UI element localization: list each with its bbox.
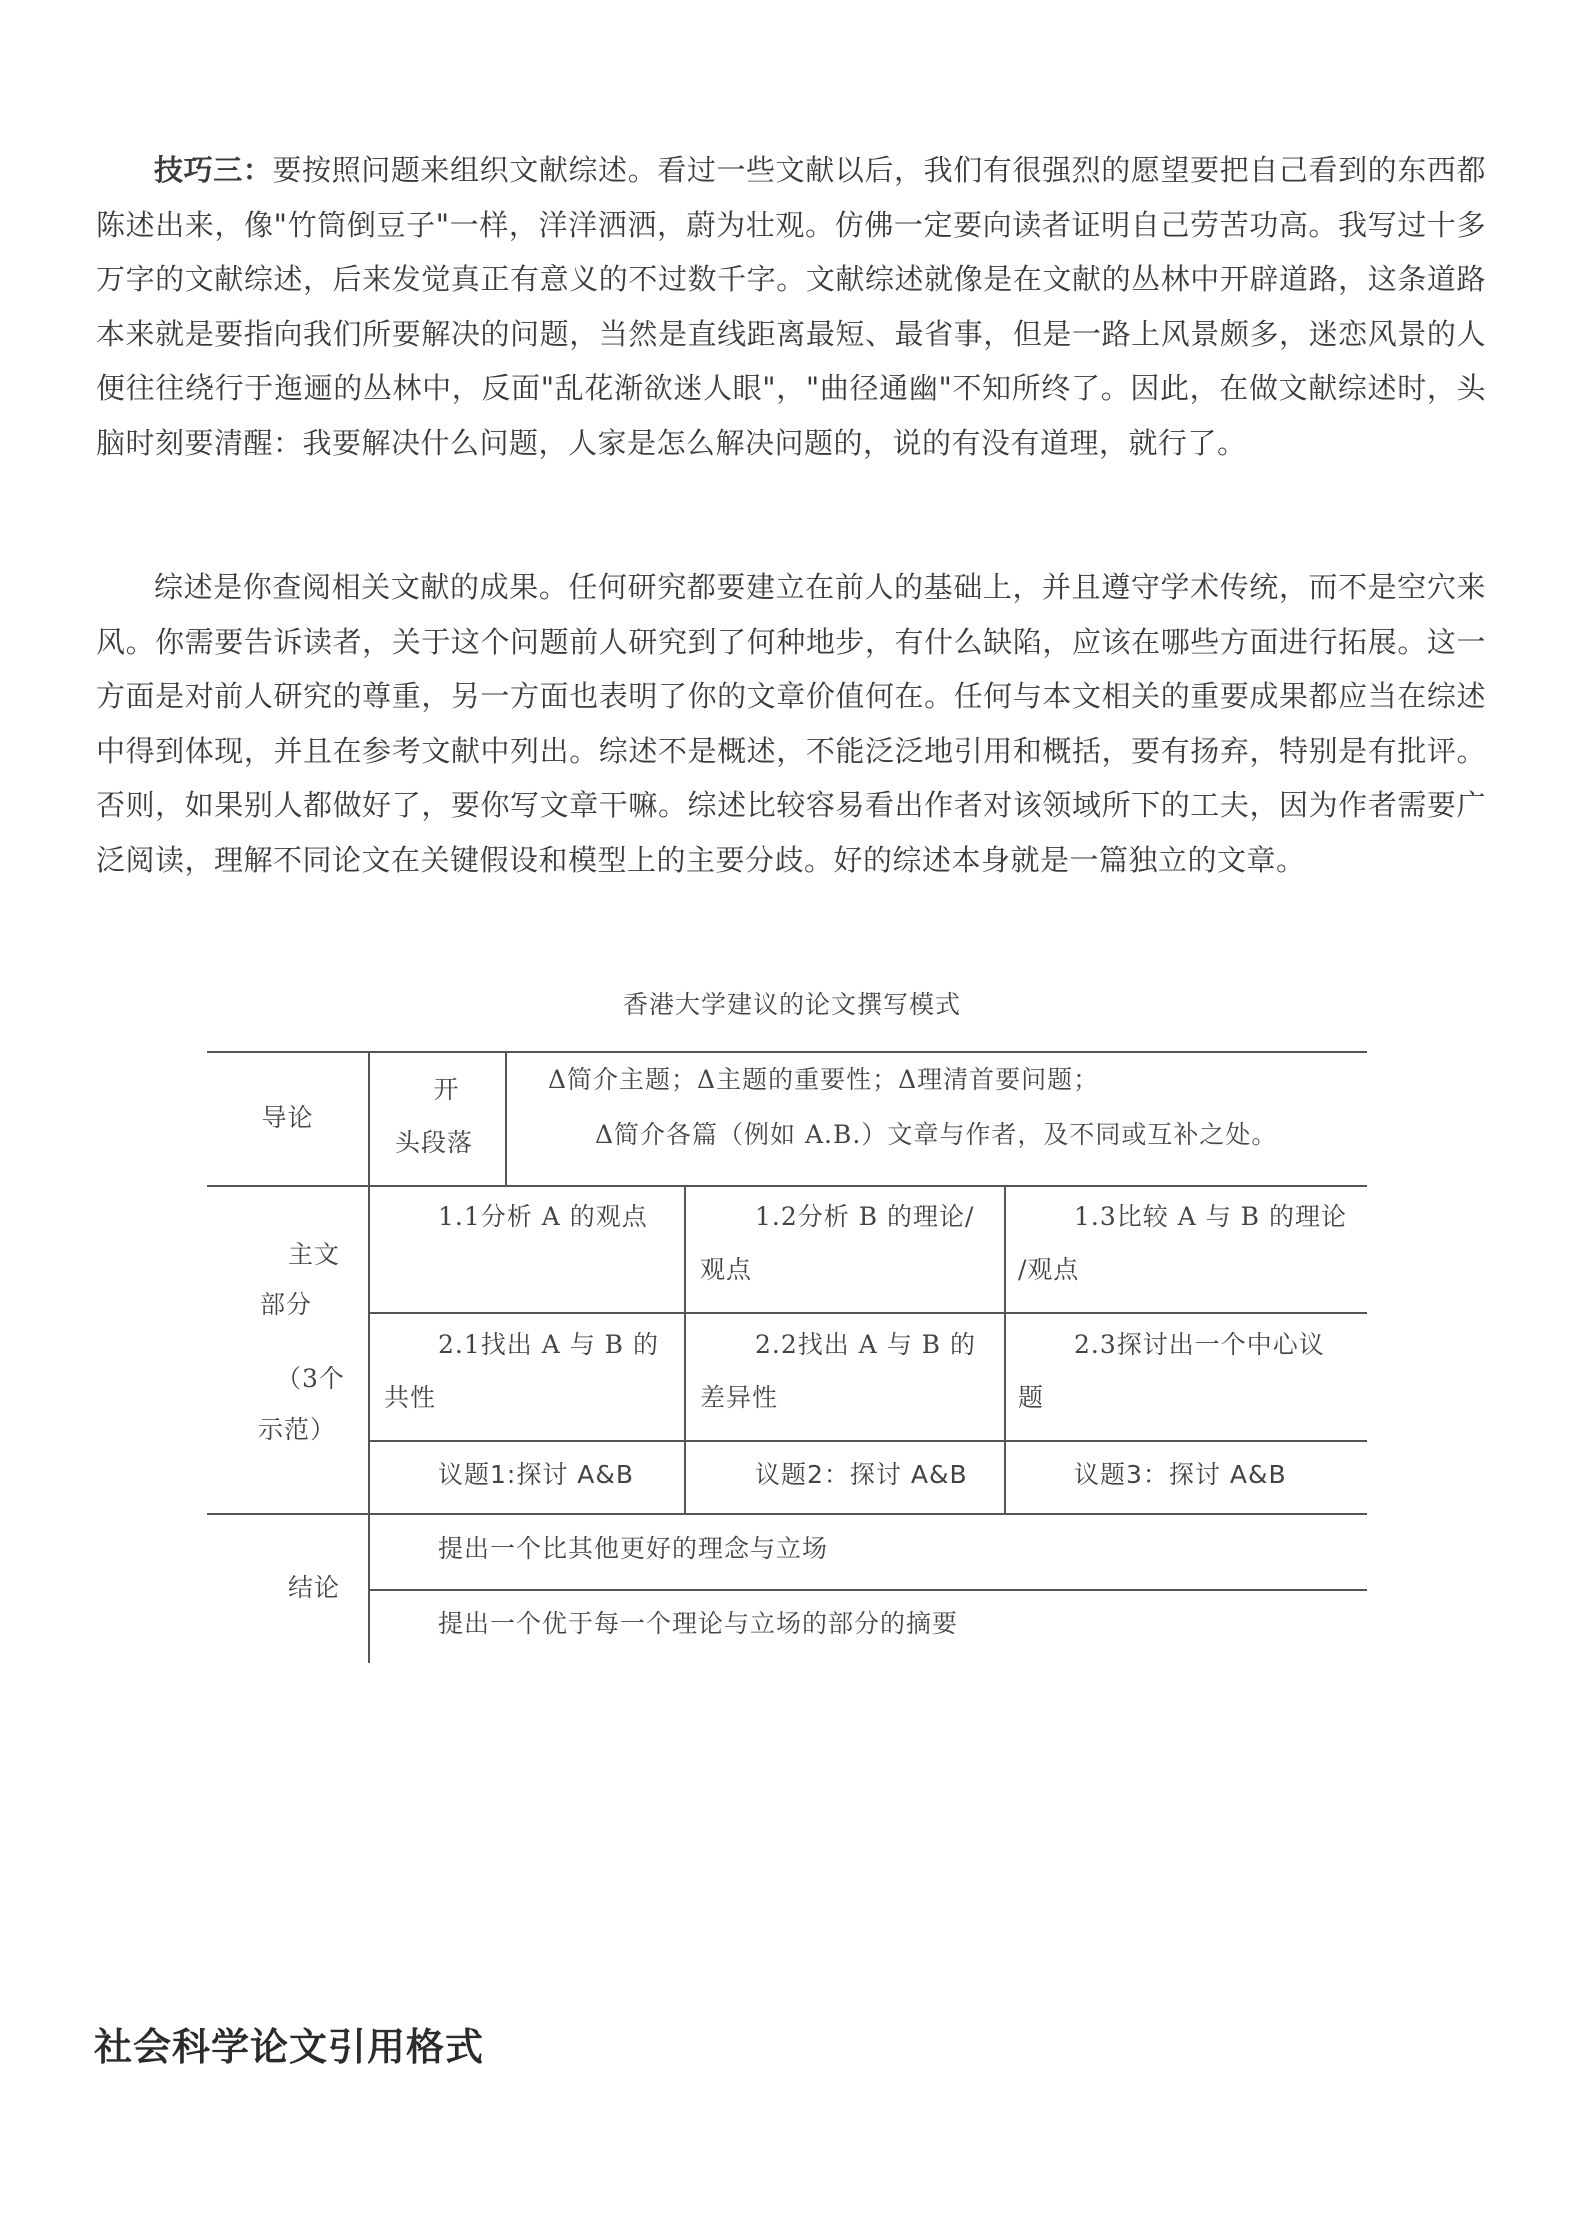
table-rule [684,1185,686,1513]
intro-content-line2: Δ简介各篇（例如 A.B.）文章与作者，及不同或互补之处。 [595,1120,1278,1149]
body-r2c3-line1: 2.3探讨出一个中心议 [1074,1330,1325,1359]
intro-sub-line1: 开 [433,1075,460,1104]
body-label-line1: 主文 [288,1240,341,1269]
paragraph-tip-three [96,143,1486,470]
body-r2c2-line2: 差异性 [700,1383,779,1412]
table-rule [368,1051,370,1663]
table-rule [368,1589,1367,1591]
body-r1c3-line2: /观点 [1018,1255,1080,1284]
body-r1c3-line1: 1.3比较 A 与 B 的理论 [1074,1202,1347,1231]
body-r1c1-line1: 1.1分析 A 的观点 [438,1202,648,1231]
conclusion-label: 结论 [288,1573,341,1602]
body-label-line3: （3个 [276,1364,345,1393]
table-rule [1004,1185,1006,1513]
body-r3c3: 议题3：探讨 A&B [1074,1460,1287,1489]
body-r2c3-line2: 题 [1018,1383,1045,1412]
body-r2c1-line1: 2.1找出 A 与 B 的 [438,1330,659,1359]
body-r2c2-line1: 2.2找出 A 与 B 的 [755,1330,976,1359]
table-rule [368,1440,1367,1442]
intro-content-line1: Δ简介主题；Δ主题的重要性；Δ理清首要问题； [548,1065,1100,1094]
body-label-line2: 部分 [260,1290,313,1319]
table-rule [207,1185,1367,1187]
tip-three-body: 要按照问题来组织文献综述。看过一些文献以后，我们有很强烈的愿望要把自己看到的东西都陈述出来，像"竹筒倒豆子"一样，洋洋洒洒，蔚为壮观。仿佛一定要向读者证明自己劳苦功高。我写过十多万字的文献综述，后来发觉真正有意义的不过数千字。文献综述就像是在文献的丛林中开辟道路，这条道路本来就是要指向我们所要解决的问题，当然是直线距离最短、最省事，但是一路上风景颇多，迷恋风景的人便往往绕行于迤逦的丛林中，反面"乱花渐欲迷人眼"，"曲径通幽"不知所终了。因此，在做文献综述时，头脑时刻要清醒：我要解决什么问题，人家是怎么解决问题的，说的有没有道理，就行了。 [96,153,1486,460]
body-label-line4: 示范） [258,1415,337,1444]
section-title: 社会科学论文引用格式 [94,2025,485,2069]
table-rule [207,1513,1367,1515]
tip-three-lead: 技巧三： [154,153,273,187]
conclusion-row2: 提出一个优于每一个理论与立场的部分的摘要 [438,1609,959,1638]
paragraph-review-purpose: 综述是你查阅相关文献的成果。任何研究都要建立在前人的基础上，并且遵守学术传统，而不是空穴来风。你需要告诉读者，关于这个问题前人研究到了何种地步，有什么缺陷，应该在哪些方面进行拓展。这一方面是对前人研究的尊重，另一方面也表明了你的文章价值何在。任何与本文相关的重要成果都应当在综述中得到体现，并且在参考文献中列出。综述不是概述，不能泛泛地引用和概括，要有扬弃，特别是有批评。否则，如果别人都做好了，要你写文章干嘛。综述比较容易看出作者对该领域所下的工夫，因为作者需要广泛阅读，理解不同论文在关键假设和模型上的主要分歧。好的综述本身就是一篇独立的文章。 [96,570,1486,877]
body-r2c1-line2: 共性 [384,1383,437,1412]
body-r1c2-line2: 观点 [700,1255,753,1284]
conclusion-row1: 提出一个比其他更好的理念与立场 [438,1534,829,1563]
body-r1c2-line1: 1.2分析 B 的理论/ [755,1202,975,1231]
body-r3c1: 议题1:探讨 A&B [438,1460,635,1489]
table-caption: 香港大学建议的论文撰写模式 [622,990,961,1019]
table-rule [368,1312,1367,1314]
body-r3c2: 议题2：探讨 A&B [755,1460,968,1489]
intro-label: 导论 [261,1103,314,1132]
intro-sub-line2: 头段落 [395,1128,474,1157]
table-rule [505,1051,507,1185]
